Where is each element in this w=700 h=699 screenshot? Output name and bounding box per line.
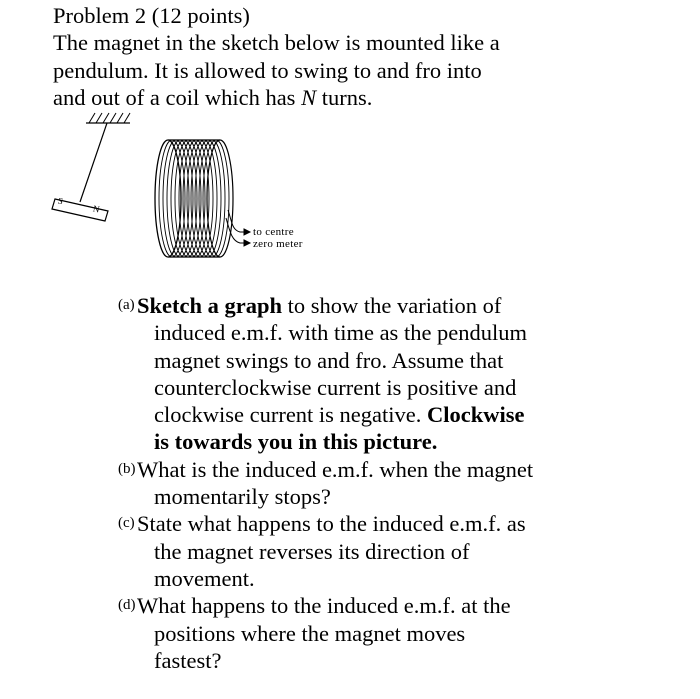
problem-title: Problem 2 (12 points) <box>53 3 250 28</box>
question-a-line-2: induced e.m.f. with time as the pendulum <box>154 320 528 346</box>
question-label: (a) <box>118 297 135 313</box>
question-a-line-5: clockwise current is negative. Clockwise <box>154 402 525 428</box>
question-a-line-3: magnet swings to and fro. Assume that <box>154 347 504 373</box>
question-c-line-1: State what happens to the induced e.m.f. as <box>137 511 526 537</box>
pole-label-north: N <box>92 203 101 215</box>
intro-line-1: The magnet in the sketch below is mounted like a <box>53 30 500 56</box>
question-c <box>118 510 678 592</box>
question-c-line-2: the magnet reverses its direction of <box>154 538 470 564</box>
question-d-line-3: fastest? <box>154 647 222 673</box>
question-a-line-6: is towards you in this picture. <box>154 429 438 455</box>
question-a-line-4: counterclockwise current is positive and <box>154 374 517 400</box>
intro-line-3: and out of a coil which has N turns. <box>53 84 373 110</box>
question-b <box>118 456 678 511</box>
question-list <box>118 292 678 674</box>
arrowhead-icon <box>244 229 250 235</box>
question-a-line-1: Sketch a graph to show the variation of <box>137 293 502 318</box>
meter-label-line2: zero meter <box>253 238 303 250</box>
question-label: (d) <box>118 597 136 614</box>
turns-variable: N <box>301 84 317 110</box>
question-b-line-1: What is the induced e.m.f. when the magnet <box>137 456 534 482</box>
question-c-line-3: movement. <box>154 565 255 591</box>
question-d-line-2: positions where the magnet moves <box>154 620 466 646</box>
question-d-line-1: What happens to the induced e.m.f. at the <box>137 593 511 619</box>
pendulum-string <box>80 123 107 202</box>
ceiling-support <box>86 113 130 123</box>
question-d <box>118 592 678 674</box>
meter-label-line1: to centre <box>253 226 294 238</box>
coil <box>155 140 233 257</box>
question-a <box>118 292 678 456</box>
question-label: (b) <box>118 460 136 477</box>
intro-line-2: pendulum. It is allowed to swing to and fro into <box>53 57 482 83</box>
arrowhead-icon <box>244 240 250 246</box>
question-b-line-2: momentarily stops? <box>154 484 331 510</box>
question-label: (c) <box>118 515 135 532</box>
pole-label-south: S <box>57 195 65 207</box>
